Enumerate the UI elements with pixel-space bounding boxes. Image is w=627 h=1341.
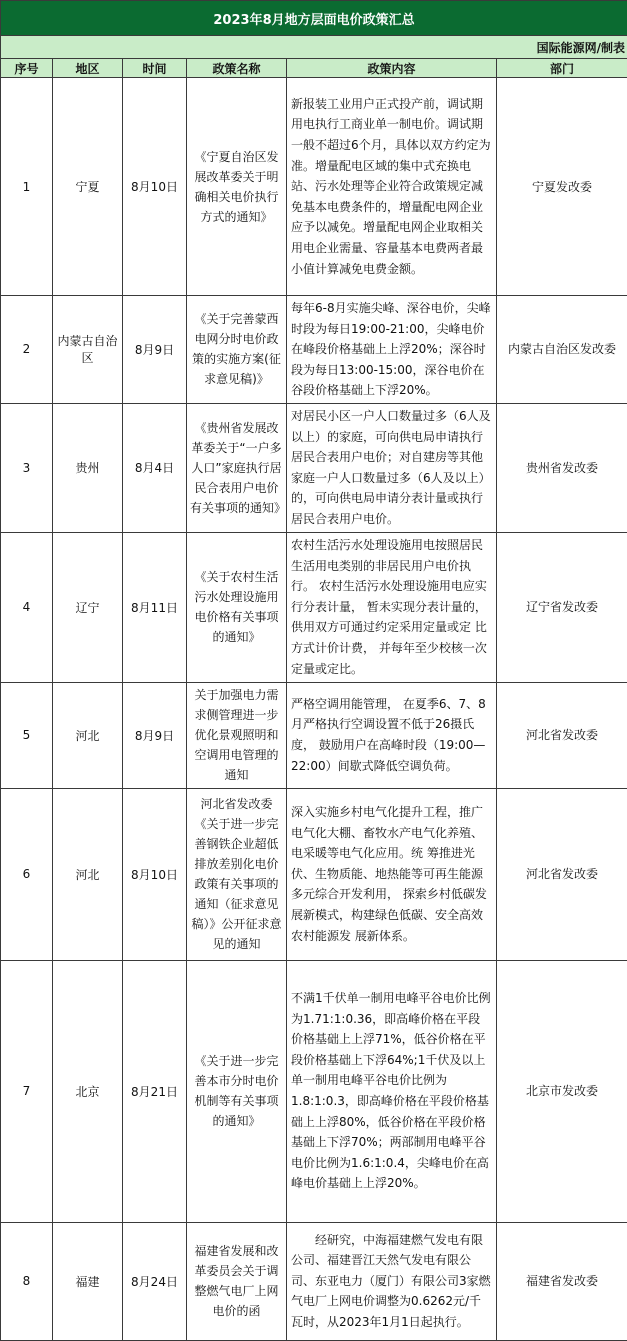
table-row: [1, 296, 627, 404]
table-source: 国际能源网/制表: [1, 36, 627, 59]
row-policy: 《关于进一步完善本市分时电价机制等有关事项的通知》: [187, 960, 287, 1222]
row-content: 每年6-8月实施尖峰、深谷电价，尖峰时段为每日19:00-21:00，尖峰电价在峰段价格基础上上浮20%；深谷时段为每日13:00-15:00，深谷电价在谷段价格基础上下浮20%。: [287, 296, 497, 404]
row-no: 6: [1, 788, 53, 960]
row-content: 深入实施乡村电气化提升工程，推广电气化大棚、畜牧水产电气化养殖、电采暖等电气化应用。统 筹推进光伏、生物质能、地热能等可再生能源多元综合开发利用， 探索乡村低碳发展新模式，构建绿色低碳、安全高效农村能源发 展新体系。: [287, 788, 497, 960]
row-policy: 《关于农村生活污水处理设施用电价格有关事项的通知》: [187, 532, 287, 682]
table-row: [1, 78, 627, 296]
table-row: [1, 532, 627, 682]
row-content: 新报装工业用户正式投产前，调试期用电执行工商业单一制电价。调试期一般不超过6个月，具体以双方约定为准。增量配电区域的集中式充换电站、污水处理等企业符合政策规定减免基本电费条件的，增量配电网企业应予以减免。增量配电网企业取相关用电企业需量、容量基本电费两者最小值计算减免电费金额。: [287, 78, 497, 296]
row-dept: 辽宁省发改委: [497, 532, 627, 682]
row-content: 严格空调用能管理， 在夏季6、7、8月严格执行空调设置不低于26摄氏度， 鼓励用户在高峰时段（19:00—22:00）间歇式降低空调负荷。: [287, 682, 497, 788]
row-no: 4: [1, 532, 53, 682]
row-date: 8月11日: [123, 532, 187, 682]
table-row: [1, 960, 627, 1222]
row-region: 河北: [53, 788, 123, 960]
row-policy: 福建省发展和改革委员会关于调整燃气电厂上网电价的函: [187, 1222, 287, 1340]
header-policy: 政策名称: [187, 59, 287, 78]
row-dept: 宁夏发改委: [497, 78, 627, 296]
row-policy: 《贵州省发展改革委关于“一户多人口”家庭执行居民合表用户电价有关事项的通知》: [187, 403, 287, 532]
header-content: 政策内容: [287, 59, 497, 78]
row-content: 农村生活污水处理设施用电按照居民生活用电类别的非居民用户电价执行。 农村生活污水处理设施用电应实行分表计量， 暂未实现分表计量的， 供用双方可通过约定采用定量或定 比方式计价计费， 并每年至少校核一次定量或定比。: [287, 532, 497, 682]
row-region: 河北: [53, 682, 123, 788]
title-row: [1, 1, 627, 36]
row-date: 8月21日: [123, 960, 187, 1222]
source-row: [1, 36, 627, 59]
row-policy: 河北省发改委《关于进一步完善钢铁企业超低排放差别化电价政策有关事项的通知（征求意见稿）》公开征求意见的通知: [187, 788, 287, 960]
table-row: [1, 682, 627, 788]
row-dept: 贵州省发改委: [497, 403, 627, 532]
header-date: 时间: [123, 59, 187, 78]
row-no: 1: [1, 78, 53, 296]
table-row: [1, 1222, 627, 1340]
row-date: 8月24日: [123, 1222, 187, 1340]
row-date: 8月10日: [123, 78, 187, 296]
row-region: 辽宁: [53, 532, 123, 682]
table-row: [1, 403, 627, 532]
table-title: 2023年8月地方层面电价政策汇总: [1, 1, 627, 36]
header-row: [1, 59, 627, 78]
row-date: 8月9日: [123, 296, 187, 404]
row-region: 北京: [53, 960, 123, 1222]
row-content: 对居民小区一户人口数量过多（6人及以上）的家庭，可向供电局申请执行居民合表用户电价；对自建房等其他家庭一户人口数量过多（6人及以上）的，可向供电局申请分表计量或执行居民合表用户电价。: [287, 403, 497, 532]
header-no: 序号: [1, 59, 53, 78]
row-date: 8月9日: [123, 682, 187, 788]
row-dept: 福建省发改委: [497, 1222, 627, 1340]
row-no: 2: [1, 296, 53, 404]
row-content: 不满1千伏单一制用电峰平谷电价比例为1.71:1:0.36，即高峰价格在平段价格基础上上浮71%，低谷价格在平段价格基础上下浮64%;1千伏及以上单一制用电峰平谷电价比例为1.8:1:0.3，即高峰价格在平段价格基础上上浮80%，低谷价格在平段价格基础上下浮70%；两部制用电峰平谷电价比例为1.6:1:0.4，尖峰电价在高峰电价基础上上浮20%。: [287, 960, 497, 1222]
row-region: 贵州: [53, 403, 123, 532]
row-content: 经研究，中海福建燃气发电有限公司、福建晋江天然气发电有限公司、东亚电力（厦门）有限公司3家燃气电厂上网电价调整为0.6262元/千瓦时，从2023年1月1日起执行。: [287, 1222, 497, 1340]
row-policy: 《关于完善蒙西电网分时电价政策的实施方案(征求意见稿)》: [187, 296, 287, 404]
row-policy: 《宁夏自治区发展改革委关于明确相关电价执行方式的通知》: [187, 78, 287, 296]
row-region: 宁夏: [53, 78, 123, 296]
row-region: 内蒙古自治区: [53, 296, 123, 404]
row-dept: 河北省发改委: [497, 682, 627, 788]
row-date: 8月4日: [123, 403, 187, 532]
table-row: [1, 788, 627, 960]
header-region: 地区: [53, 59, 123, 78]
row-policy: 关于加强电力需求侧管理进一步优化景观照明和空调用电管理的通知: [187, 682, 287, 788]
row-no: 7: [1, 960, 53, 1222]
row-dept: 北京市发改委: [497, 960, 627, 1222]
row-no: 3: [1, 403, 53, 532]
row-region: 福建: [53, 1222, 123, 1340]
row-dept: 河北省发改委: [497, 788, 627, 960]
header-dept: 部门: [497, 59, 627, 78]
row-no: 8: [1, 1222, 53, 1340]
row-date: 8月10日: [123, 788, 187, 960]
row-no: 5: [1, 682, 53, 788]
row-dept: 内蒙古自治区发改委: [497, 296, 627, 404]
